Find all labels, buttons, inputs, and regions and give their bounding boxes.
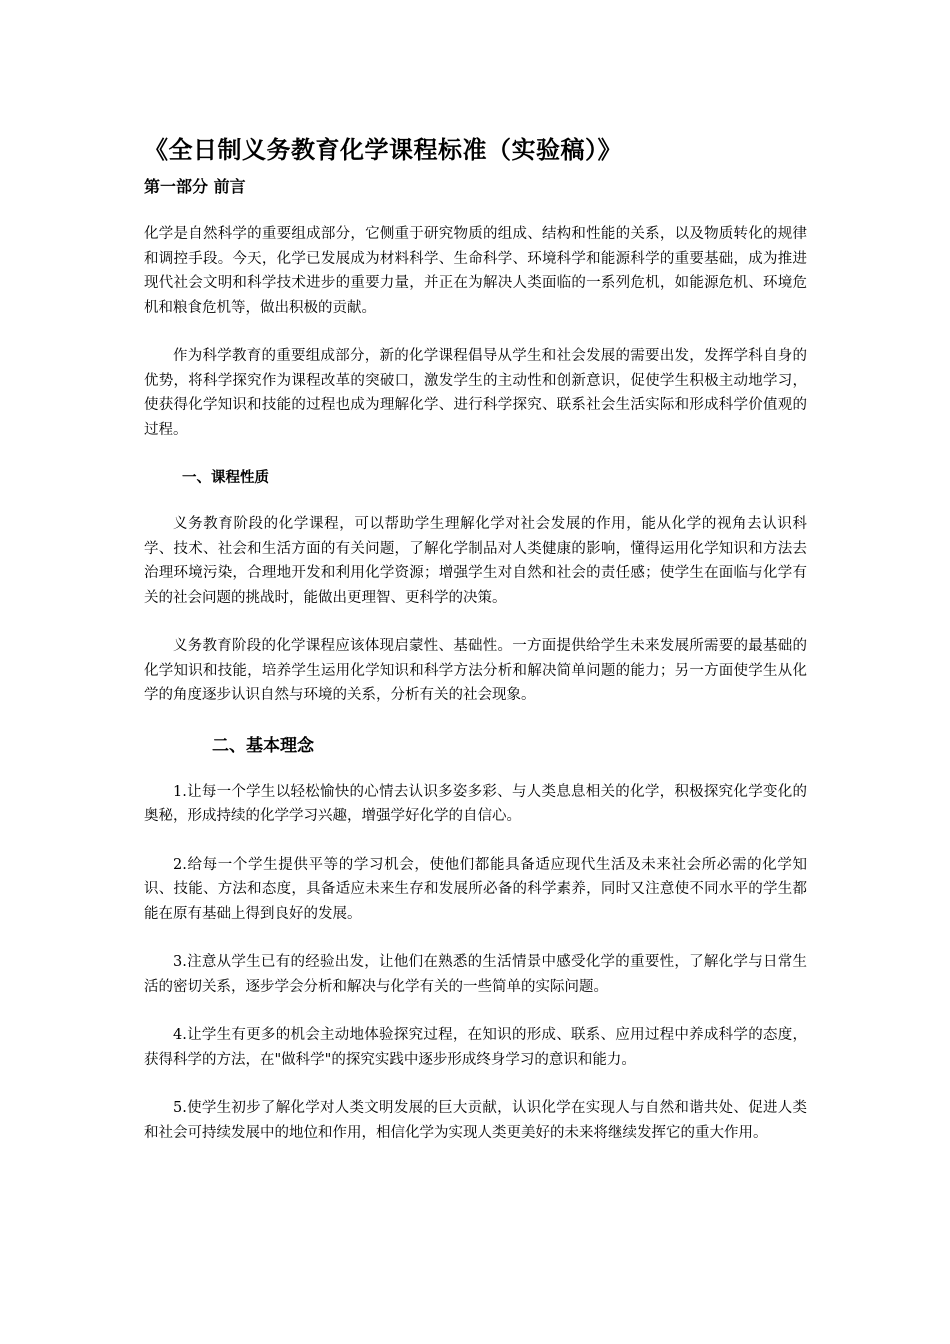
part-heading: 第一部分 前言	[144, 177, 246, 196]
basic-concept-item-1: 1.让每一个学生以轻松愉快的心情去认识多姿多彩、与人类息息相关的化学，积极探究化学变化的奥秘，形成持续的化学学习兴趣，增强学好化学的自信心。	[144, 783, 807, 824]
course-nature-paragraph-2: 义务教育阶段的化学课程应该体现启蒙性、基础性。一方面提供给学生未来发展所需要的最基础的化学知识和技能，培养学生运用化学知识和科学方法分析和解决简单问题的能力；另一方面使学生从化学的角度逐步认识自然与环境的关系，分析有关的社会现象。	[144, 638, 807, 703]
document-title: 《全日制义务教育化学课程标准（实验稿）》	[144, 136, 622, 164]
basic-concept-item-3: 3.注意从学生已有的经验出发，让他们在熟悉的生活情景中感受化学的重要性，了解化学与日常生活的密切关系，逐步学会分析和解决与化学有关的一些简单的实际问题。	[144, 954, 807, 995]
basic-concept-item-5: 5.使学生初步了解化学对人类文明发展的巨大贡献，认识化学在实现人与自然和谐共处、促进人类和社会可持续发展中的地位和作用，相信化学为实现人类更美好的未来将继续发挥它的重大作用。	[144, 1100, 807, 1141]
intro-paragraph-1: 化学是自然科学的重要组成部分，它侧重于研究物质的组成、结构和性能的关系，以及物质转化的规律和调控手段。今天，化学已发展成为材料科学、生命科学、环境科学和能源科学的重要基础，成为推进现代社会文明和科学技术进步的重要力量，并正在为解决人类面临的一系列危机，如能源危机、环境危机和粮食危机等，做出积极的贡献。	[144, 226, 807, 316]
basic-concept-item-2: 2.给每一个学生提供平等的学习机会，使他们都能具备适应现代生活及未来社会所必需的化学知识、技能、方法和态度，具备适应未来生存和发展所必备的科学素养，同时又注意使不同水平的学生都能在原有基础上得到良好的发展。	[144, 856, 807, 922]
document-page	[144, 132, 807, 1169]
section-heading-course-nature: 一、课程性质	[182, 470, 269, 486]
basic-concept-item-4: 4.让学生有更多的机会主动地体验探究过程，在知识的形成、联系、应用过程中养成科学的态度，获得科学的方法，在"做科学"的探究实践中逐步形成终身学习的意识和能力。	[144, 1027, 807, 1068]
intro-paragraph-2: 作为科学教育的重要组成部分，新的化学课程倡导从学生和社会发展的需要出发，发挥学科自身的优势，将科学探究作为课程改革的突破口，激发学生的主动性和创新意识，促使学生积极主动地学习，使获得化学知识和技能的过程也成为理解化学、进行科学探究、联系社会生活实际和形成科学价值观的过程。	[144, 348, 807, 438]
course-nature-paragraph-1: 义务教育阶段的化学课程，可以帮助学生理解化学对社会发展的作用，能从化学的视角去认识科学、技术、社会和生活方面的有关问题，了解化学制品对人类健康的影响，懂得运用化学知识和方法去治理环境污染，合理地开发和利用化学资源；增强学生对自然和社会的责任感；使学生在面临与化学有关的社会问题的挑战时，能做出更理智、更科学的决策。	[144, 516, 807, 606]
section-heading-basic-concepts: 二、基本理念	[212, 735, 314, 756]
